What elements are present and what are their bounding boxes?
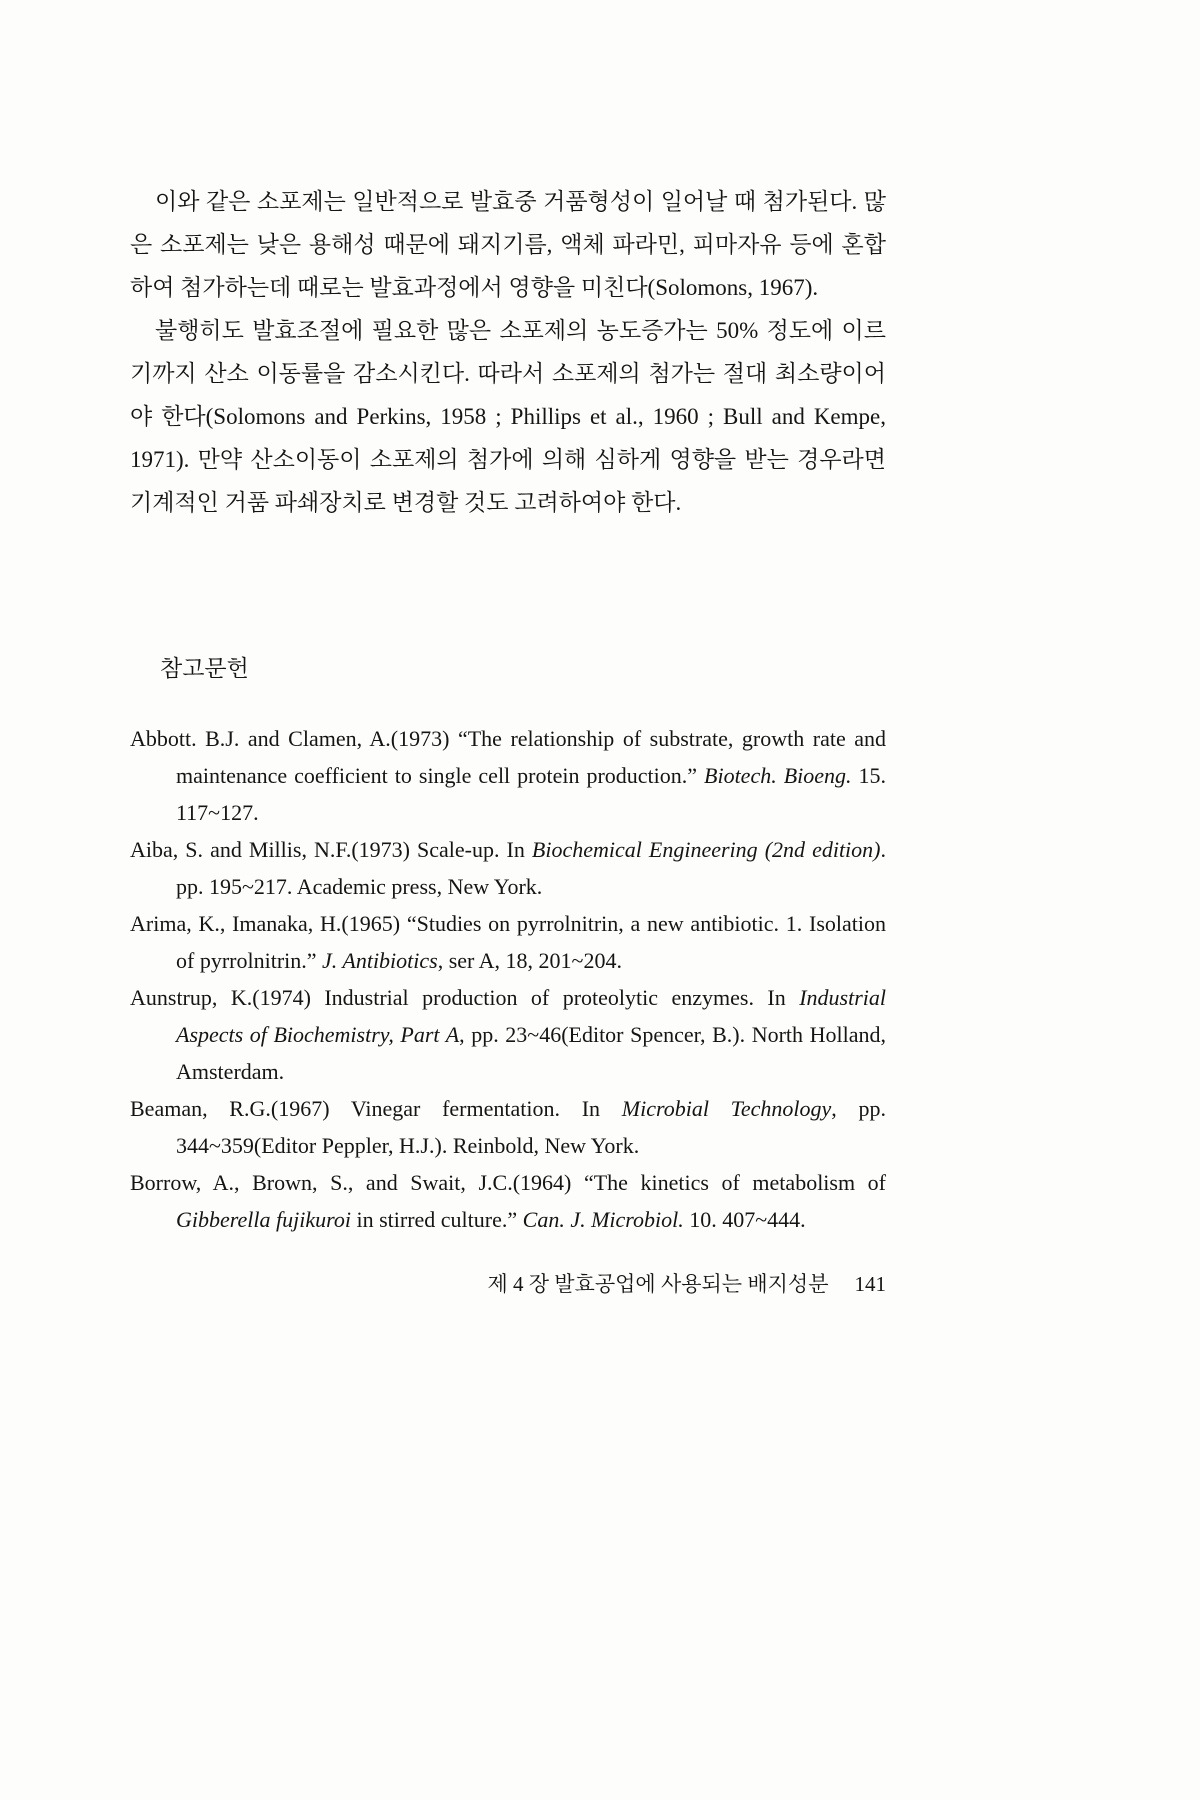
- footer-chapter-title: 제 4 장 발효공업에 사용되는 배지성분: [487, 1272, 829, 1296]
- reference-publication-italic: Microbial Technology: [621, 1096, 832, 1121]
- reference-text: , pp. 344~359(Editor Peppler, H.J.). Reinbold, New York.: [176, 1096, 887, 1158]
- reference-entry: [130, 831, 886, 905]
- reference-text: . pp. 195~217. Academic press, New York.: [176, 837, 886, 899]
- reference-text: in stirred culture.”: [350, 1207, 523, 1232]
- reference-text: Borrow, A., Brown, S., and Swait, J.C.(1964) “The kinetics of metabolism of: [130, 1170, 886, 1195]
- reference-entry: [130, 979, 886, 1090]
- reference-publication-italic: Biotech. Bioeng.: [704, 763, 852, 788]
- reference-text: Arima, K., Imanaka, H.(1965) “Studies on pyrrolnitrin, a new antibiotic. 1. Isolation of pyrrolnitrin.”: [130, 911, 886, 973]
- reference-entry: [130, 720, 886, 831]
- reference-entry: [130, 1164, 886, 1238]
- body-paragraph-1: 이와 같은 소포제는 일반적으로 발효중 거품형성이 일어날 때 첨가된다. 많은 소포제는 낮은 용해성 때문에 돼지기름, 액체 파라민, 피마자유 등에 혼합하여 첨가하는데 때로는 발효과정에서 영향을 미친다(Solomons, 1967).: [130, 189, 886, 300]
- reference-publication-italic: Industrial Aspects of Biochemistry, Part A: [176, 985, 886, 1047]
- reference-publication-italic: Gibberella fujikuroi: [176, 1207, 351, 1232]
- reference-text: , ser A, 18, 201~204.: [437, 948, 622, 973]
- reference-text: Abbott. B.J. and Clamen, A.(1973) “The relationship of substrate, growth rate and maintenance coefficient to single cell protein production.”: [130, 726, 886, 788]
- reference-publication-italic: J. Antibiotics: [322, 948, 438, 973]
- reference-publication-italic: Biochemical Engineering (2nd edition): [531, 837, 881, 862]
- reference-entry: [130, 1090, 886, 1164]
- page-footer: [130, 1270, 886, 1298]
- page-content: [130, 180, 886, 1298]
- reference-entry: [130, 905, 886, 979]
- reference-text: , pp. 23~46(Editor Spencer, B.). North Holland, Amsterdam.: [176, 1022, 886, 1084]
- reference-text: Aiba, S. and Millis, N.F.(1973) Scale-up. In: [130, 837, 532, 862]
- reference-text: Beaman, R.G.(1967) Vinegar fermentation. In: [130, 1096, 622, 1121]
- reference-text: 15. 117~127.: [176, 763, 886, 825]
- body-paragraph-2: 불행히도 발효조절에 필요한 많은 소포제의 농도증가는 50% 정도에 이르기까지 산소 이동률을 감소시킨다. 따라서 소포제의 첨가는 절대 최소량이어야 한다(Solomons and Perkins, 1958 ; Phillips et al., 1960 ; Bull and Kempe, 1971). 만약 산소이동이 소포제의 첨가에 의해 심하게 영향을 받는 경우라면 기계적인 거품 파쇄장치로 변경할 것도 고려하여야 한다.: [130, 318, 886, 515]
- references-list: [130, 720, 886, 1238]
- footer-page-number: 141: [854, 1272, 886, 1296]
- reference-text: 10. 407~444.: [683, 1207, 806, 1232]
- references-heading: 참고문헌: [160, 656, 249, 681]
- reference-text: Aunstrup, K.(1974) Industrial production of proteolytic enzymes. In: [130, 985, 800, 1010]
- reference-publication-italic: Can. J. Microbiol.: [522, 1207, 684, 1232]
